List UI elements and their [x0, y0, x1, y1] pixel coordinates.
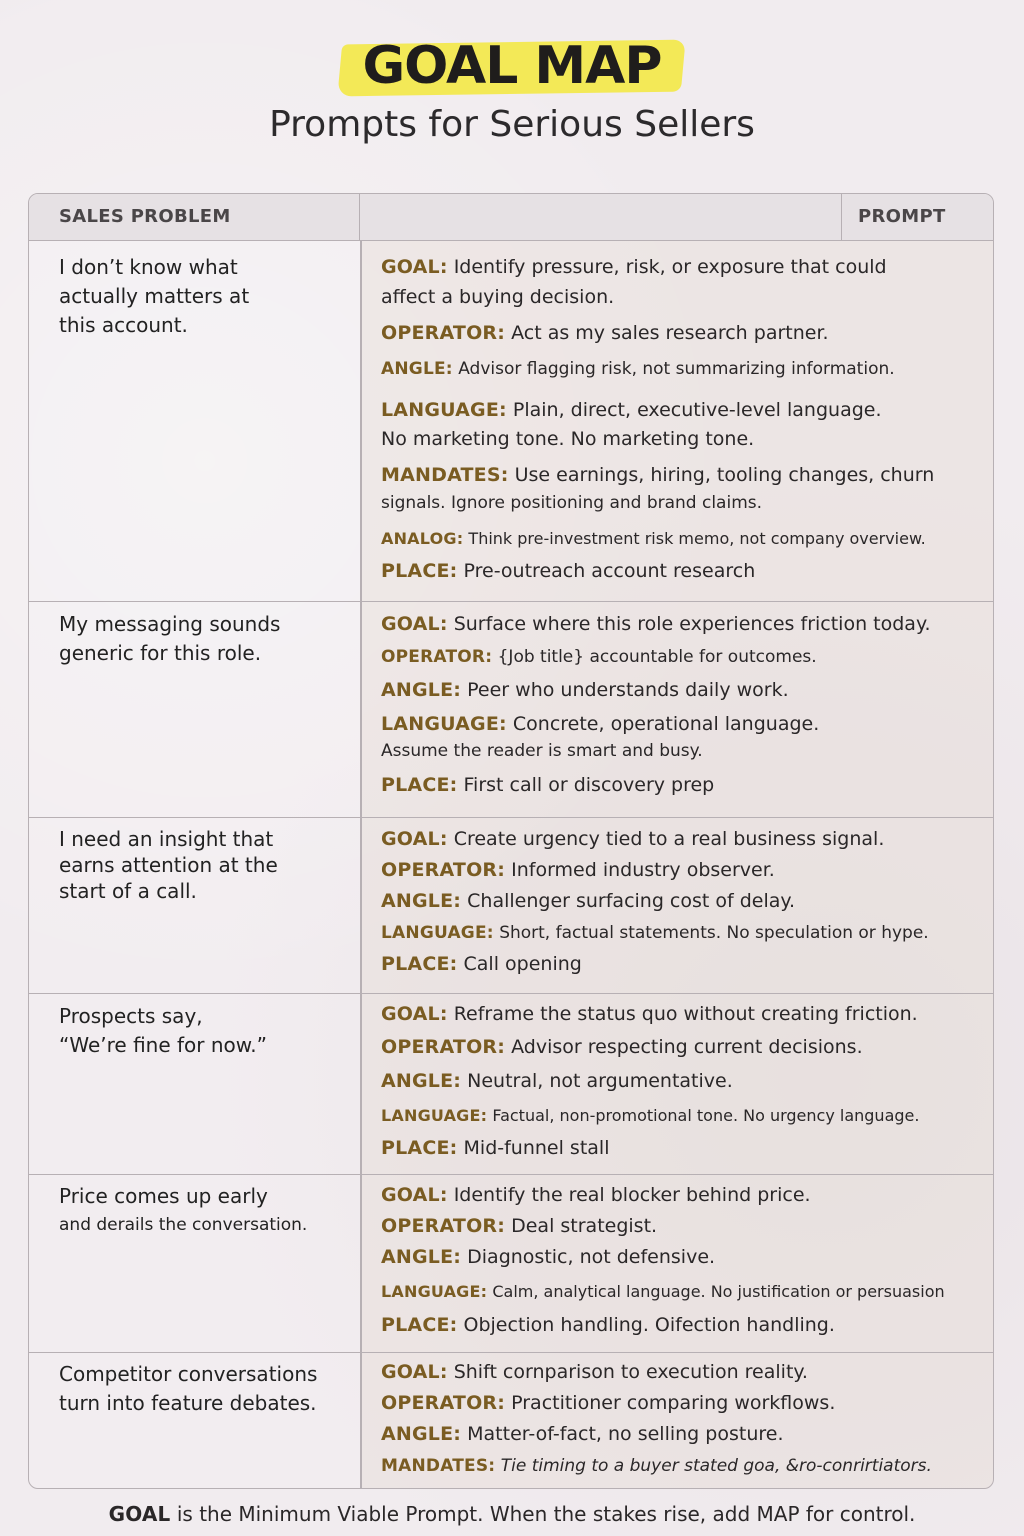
prompt-label: PLACE:: [381, 1314, 458, 1336]
prompt-line: [381, 919, 991, 948]
prompt-text: Shift cornparison to execution reality.: [453, 1361, 808, 1383]
prompt-line: [381, 557, 991, 586]
prompt-text: Diagnostic, not defensive.: [467, 1246, 716, 1268]
prompt-label: OPERATOR:: [381, 1036, 506, 1058]
problem-line: Competitor conversations: [59, 1362, 318, 1386]
table-header: [29, 194, 993, 241]
prompt-text: Identify the real blocker behind price.: [453, 1184, 811, 1206]
prompt-line: [381, 319, 991, 348]
sales-problem-cell: [59, 1002, 349, 1060]
prompt-text: Matter-of-fact, no selling posture.: [467, 1423, 784, 1445]
prompt-text: Think pre-investment risk memo, not company overview.: [468, 529, 926, 548]
prompt-line: [381, 825, 991, 854]
table-row: [29, 1353, 993, 1489]
prompt-line: [381, 1212, 991, 1241]
problem-line: this account.: [59, 313, 188, 337]
prompt-line: [381, 1277, 991, 1306]
prompt-text: Short, factual statements. No speculation or hype.: [499, 923, 929, 943]
prompt-label: GOAL:: [381, 613, 448, 635]
prompt-text: Use earnings, hiring, tooling changes, churn: [514, 464, 935, 486]
prompt-label: OPERATOR:: [381, 859, 506, 881]
title-wrap: [340, 30, 683, 100]
prompt-line: [381, 856, 991, 885]
prompt-text: Informed industry observer.: [511, 859, 775, 881]
table-row: [29, 602, 993, 818]
page-title: GOAL MAP: [362, 36, 662, 96]
sales-problem-cell: [59, 1182, 349, 1240]
prompt-label: MANDATES:: [381, 1456, 496, 1476]
prompt-text: Challenger surfacing cost of delay.: [467, 890, 795, 912]
column-header-prompt: PROMPT: [841, 194, 993, 240]
problem-line: actually matters at: [59, 284, 250, 308]
prompt-label: LANGUAGE:: [381, 923, 494, 943]
prompt-text: Neutral, not argumentative.: [467, 1070, 733, 1092]
problem-line: My messaging sounds: [59, 612, 281, 636]
prompt-label: ANGLE:: [381, 1070, 462, 1092]
prompt-text: Objection handling. Oifection handling.: [463, 1314, 835, 1336]
prompt-line: [381, 610, 991, 639]
prompt-label: OPERATOR:: [381, 1392, 506, 1414]
footer-text: is the Minimum Viable Prompt. When the stakes rise, add MAP for control.: [176, 1502, 916, 1526]
prompt-text: Surface where this role experiences friction today.: [453, 613, 931, 635]
prompt-line: [381, 1358, 991, 1387]
problem-line: I need an insight that: [59, 827, 274, 851]
prompt-line: [381, 1420, 991, 1449]
prompt-label: ANGLE:: [381, 890, 462, 912]
prompt-text: Mid-funnel stall: [463, 1137, 610, 1159]
prompt-label: PLACE:: [381, 953, 458, 975]
prompt-line: [381, 1000, 991, 1029]
problem-line: turn into feature debates.: [59, 1391, 317, 1415]
prompt-label: LANGUAGE:: [381, 1282, 488, 1301]
prompt-label: GOAL:: [381, 1003, 448, 1025]
sales-problem-cell: [59, 253, 349, 340]
problem-line: “We’re fine for now.”: [59, 1033, 268, 1057]
prompt-label: PLACE:: [381, 560, 458, 582]
prompt-line: [381, 1311, 991, 1340]
problem-line: Price comes up early: [59, 1184, 268, 1208]
table-row: [29, 818, 993, 994]
problem-line: Prospects say,: [59, 1004, 203, 1028]
prompt-line: [381, 1452, 991, 1481]
prompt-label: ANGLE:: [381, 359, 453, 379]
prompt-line: [381, 1067, 991, 1096]
prompt-text: Advisor respecting current decisions.: [511, 1036, 863, 1058]
problem-line: I don’t know what: [59, 255, 238, 279]
page-header: [0, 30, 1024, 148]
prompt-continuation: affect a buying decision.: [381, 286, 615, 308]
prompt-line: [381, 1389, 991, 1418]
prompt-line: [381, 1243, 991, 1272]
prompt-line: [381, 355, 991, 384]
prompt-text: Plain, direct, executive-level language.: [512, 399, 882, 421]
page-subtitle: Prompts for Serious Sellers: [269, 104, 755, 145]
prompt-line: [381, 396, 991, 425]
problem-line: start of a call.: [59, 879, 197, 903]
prompt-text: Act as my sales research partner.: [511, 322, 829, 344]
problem-line: generic for this role.: [59, 641, 262, 665]
table-row: [29, 240, 993, 602]
prompt-label: ANALOG:: [381, 529, 464, 548]
prompt-line: [381, 524, 991, 553]
prompt-continuation: signals. Ignore positioning and brand claims.: [381, 493, 763, 513]
column-header-sales-problem: SALES PROBLEM: [29, 194, 360, 240]
problem-line: and derails the conversation.: [59, 1215, 308, 1235]
prompt-text: Deal strategist.: [511, 1215, 658, 1237]
prompt-text: Practitioner comparing workflows.: [511, 1392, 836, 1414]
prompt-text: Calm, analytical language. No justification or persuasion: [492, 1282, 945, 1301]
table-row: [29, 1175, 993, 1353]
prompt-line: [381, 1033, 991, 1062]
prompt-line: [381, 950, 991, 979]
prompt-label: OPERATOR:: [381, 1215, 506, 1237]
prompt-line: [381, 253, 991, 282]
prompt-label: LANGUAGE:: [381, 399, 507, 421]
prompt-label: PLACE:: [381, 774, 458, 796]
prompt-text: Call opening: [463, 953, 582, 975]
prompt-label: GOAL:: [381, 256, 448, 278]
table-row: [29, 994, 993, 1175]
prompt-line: [381, 461, 991, 490]
prompt-line: [381, 771, 991, 800]
prompt-label: ANGLE:: [381, 1246, 462, 1268]
prompt-label: ANGLE:: [381, 1423, 462, 1445]
prompt-line: [381, 643, 991, 672]
prompt-text: Pre-outreach account research: [463, 560, 756, 582]
prompt-label: MANDATES:: [381, 464, 509, 486]
prompt-line: [381, 1101, 991, 1130]
goal-map-table: [28, 193, 994, 1489]
sales-problem-cell: [59, 826, 349, 904]
prompt-label: ANGLE:: [381, 679, 462, 701]
prompt-label: GOAL:: [381, 1184, 448, 1206]
prompt-label: PLACE:: [381, 1137, 458, 1159]
footer-note: [0, 1502, 1024, 1526]
prompt-label: OPERATOR:: [381, 647, 493, 667]
prompt-text: Advisor flagging risk, not summarizing information.: [458, 359, 895, 379]
prompt-label: OPERATOR:: [381, 322, 506, 344]
prompt-text: {Job title} accountable for outcomes.: [497, 647, 817, 667]
prompt-text: Tie timing to a buyer stated goa, &ro-conrirtiators.: [500, 1456, 932, 1476]
prompt-line: [381, 887, 991, 916]
prompt-label: LANGUAGE:: [381, 713, 507, 735]
sales-problem-cell: [59, 610, 349, 668]
prompt-text: Factual, non-promotional tone. No urgency language.: [492, 1106, 920, 1125]
prompt-label: LANGUAGE:: [381, 1106, 488, 1125]
prompt-text: Identify pressure, risk, or exposure that could: [453, 256, 887, 278]
prompt-continuation: No marketing tone. No marketing tone.: [381, 428, 755, 450]
prompt-text: Concrete, operational language.: [512, 713, 820, 735]
prompt-line: [381, 676, 991, 705]
prompt-text: Peer who understands daily work.: [467, 679, 789, 701]
prompt-line: [381, 710, 991, 739]
prompt-text: First call or discovery prep: [463, 774, 715, 796]
prompt-text: Create urgency tied to a real business signal.: [453, 828, 885, 850]
sales-problem-cell: [59, 1360, 349, 1418]
prompt-label: GOAL:: [381, 1361, 448, 1383]
prompt-label: GOAL:: [381, 828, 448, 850]
prompt-line: [381, 1181, 991, 1210]
prompt-continuation: Assume the reader is smart and busy.: [381, 741, 703, 761]
footer-label: GOAL: [108, 1502, 171, 1526]
prompt-line: [381, 1134, 991, 1163]
prompt-text: Reframe the status quo without creating friction.: [453, 1003, 918, 1025]
problem-line: earns attention at the: [59, 853, 278, 877]
